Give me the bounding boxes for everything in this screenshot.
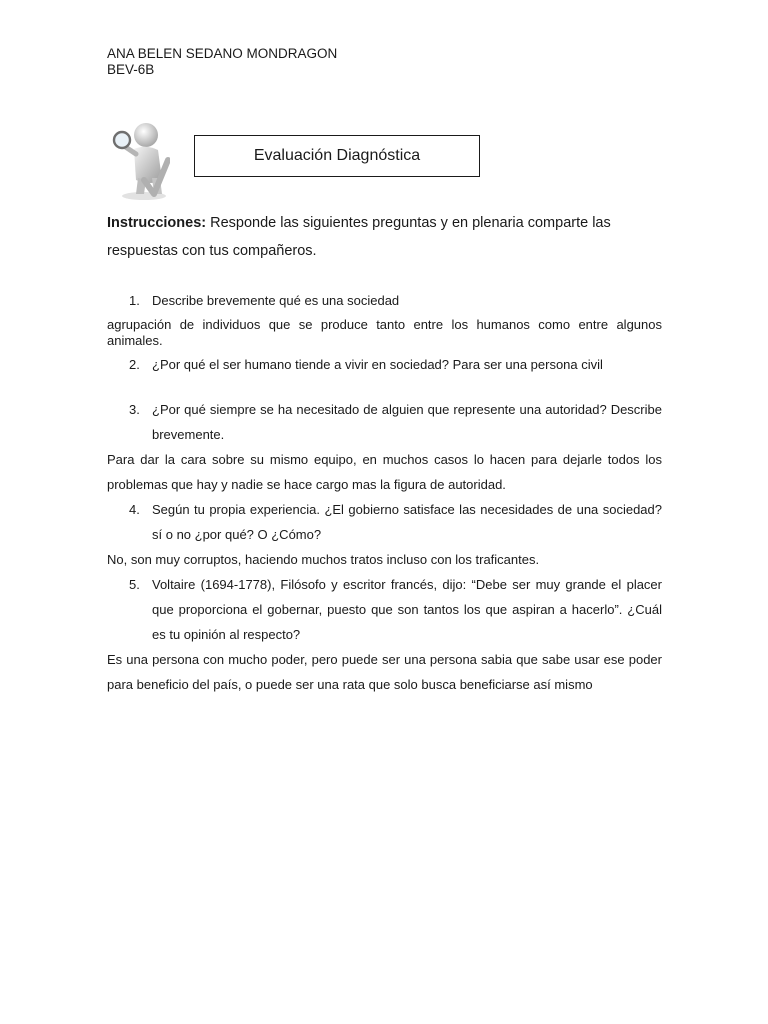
person-magnifier-checkmark-icon <box>110 116 170 202</box>
question-5 <box>107 572 662 647</box>
questions-body <box>107 288 662 697</box>
question-4 <box>107 497 662 547</box>
document-title: Evaluación Diagnóstica <box>253 147 421 164</box>
answer-1: agrupación de individuos que se produce tanto entre los humanos como entre algunos animales. <box>107 317 662 348</box>
header <box>107 46 337 78</box>
answer-5: Es una persona con mucho poder, pero puede ser una persona sabia que sabe usar ese poder para beneficio del país, o puede ser una rata que solo busca beneficiarse así mismo <box>107 652 662 692</box>
student-name: ANA BELEN SEDANO MONDRAGON <box>107 46 338 61</box>
question-number: 5. <box>129 577 140 592</box>
question-number: 1. <box>129 293 140 308</box>
student-group: BEV-6B <box>107 62 155 77</box>
question-number: 3. <box>129 402 140 417</box>
instructions-label: Instrucciones: <box>107 215 207 231</box>
title-box <box>194 135 480 177</box>
question-1 <box>107 288 662 313</box>
question-3 <box>107 397 662 447</box>
instructions-text: Responde las siguientes preguntas y en plenaria comparte las respuestas con tus compañeros. <box>107 215 611 259</box>
question-text: Según tu propia experiencia. ¿El gobierno satisface las necesidades de una sociedad? sí o no ¿por qué? O ¿Cómo? <box>152 502 662 542</box>
answer-3: Para dar la cara sobre su mismo equipo, en muchos casos lo hacen para dejarle todos los problemas que hay y nadie se hace cargo mas la figura de autoridad. <box>107 452 662 492</box>
question-text: ¿Por qué el ser humano tiende a vivir en sociedad? Para ser una persona civil <box>152 357 603 372</box>
question-text: Voltaire (1694-1778), Filósofo y escritor francés, dijo: “Debe ser muy grande el placer que proporciona el gobernar, puesto que son tantos los que aspiran a hacerlo”. ¿Cuál es tu opinión al respecto? <box>152 577 662 642</box>
question-number: 4. <box>129 502 140 517</box>
question-text: ¿Por qué siempre se ha necesitado de alguien que represente una autoridad? Describe brevemente. <box>152 402 662 442</box>
question-2 <box>107 352 662 377</box>
instructions <box>107 209 667 265</box>
question-text: Describe brevemente qué es una sociedad <box>152 293 400 308</box>
answer-4: No, son muy corruptos, haciendo muchos tratos incluso con los traficantes. <box>107 552 540 567</box>
spacer <box>107 377 662 397</box>
question-number: 2. <box>129 357 140 372</box>
